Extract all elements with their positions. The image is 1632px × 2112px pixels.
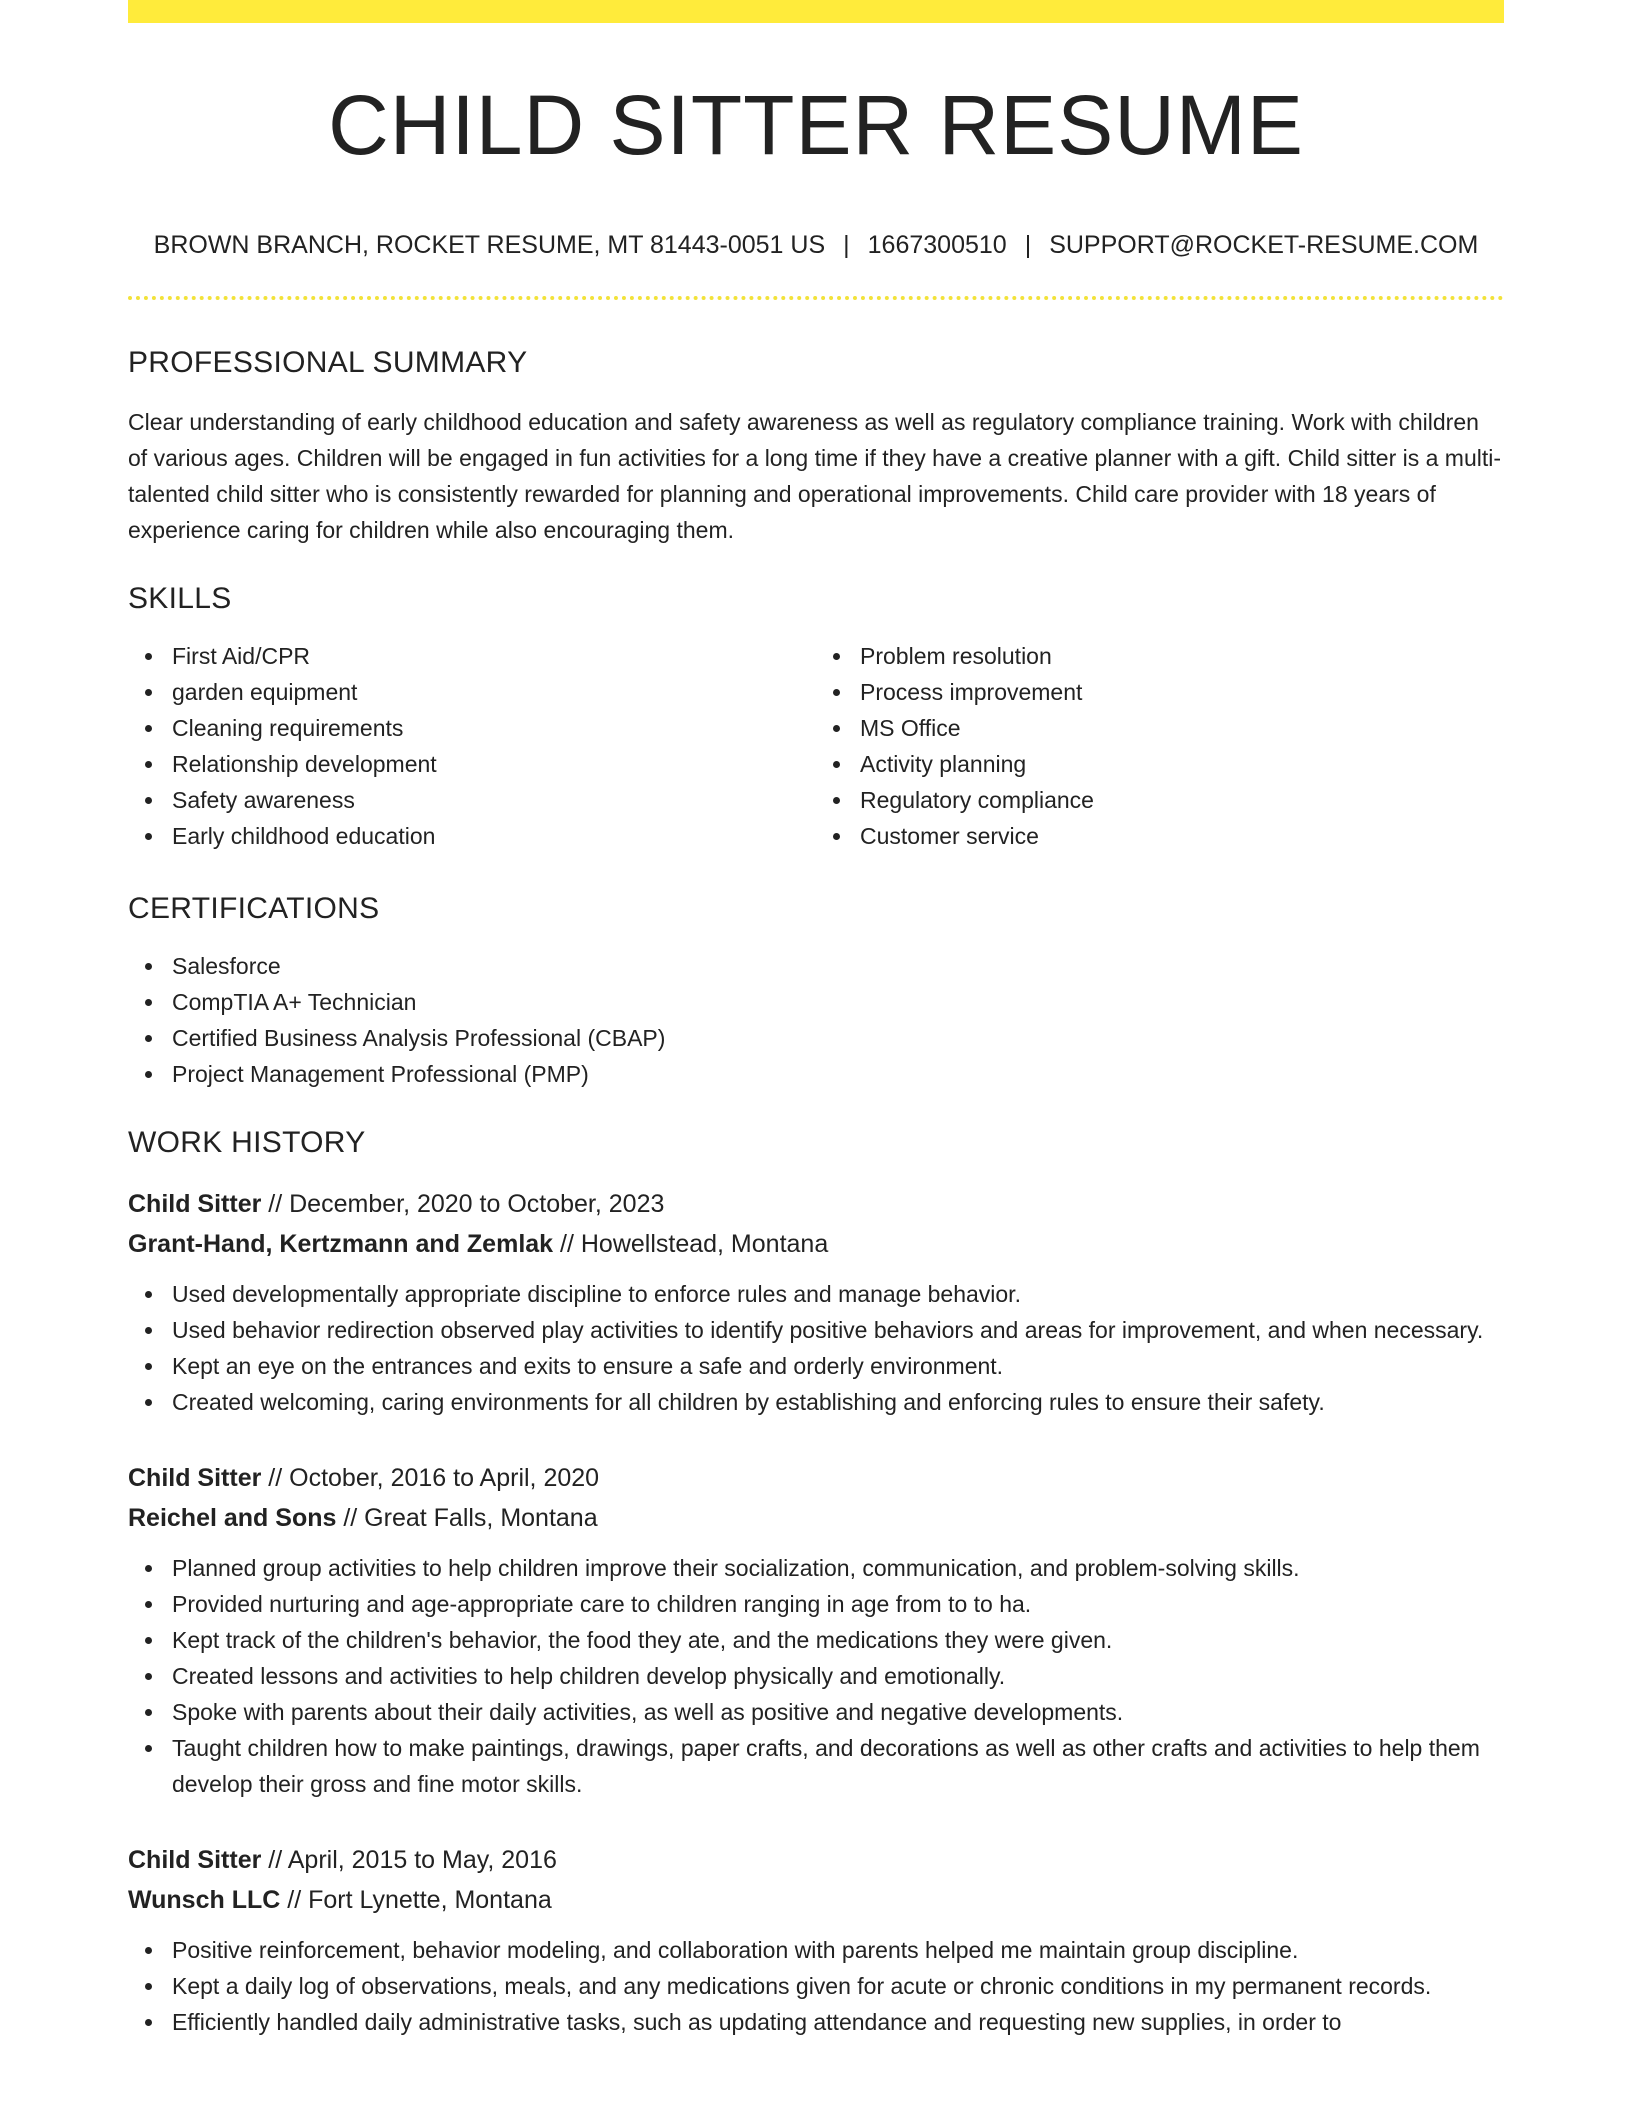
contact-separator: | xyxy=(843,231,850,259)
skills-left-list xyxy=(128,638,816,854)
job-dates: // April, 2015 to May, 2016 xyxy=(261,1846,557,1874)
job-entry xyxy=(128,1184,1504,1420)
work-history-heading: WORK HISTORY xyxy=(128,1126,366,1159)
skill-item: Process improvement xyxy=(860,674,1504,710)
job-dates: // October, 2016 to April, 2020 xyxy=(261,1464,600,1492)
job-location: // Fort Lynette, Montana xyxy=(280,1886,552,1914)
job-company-line xyxy=(128,1880,1504,1920)
skills-heading: SKILLS xyxy=(128,582,232,615)
job-duty: Planned group activities to help children improve their socialization, communication, and problem-solving skills. xyxy=(172,1550,1548,1586)
dotted-divider xyxy=(128,296,1504,300)
contact-email[interactable]: SUPPORT@ROCKET-RESUME.COM xyxy=(1049,231,1479,259)
skill-item: Problem resolution xyxy=(860,638,1504,674)
job-entry xyxy=(128,1840,1504,2040)
skill-item: Customer service xyxy=(860,818,1504,854)
summary-text: Clear understanding of early childhood education and safety awareness as well as regulatory compliance training. Work with children of various ages. Children will be engaged in fun activities for a long time if they have a creative planner with a gift. Child sitter is a multi-talented child sitter who is consistently rewarded for planning and operational improvements. Child care provider with 18 years of experience caring for children while also encouraging them. xyxy=(128,409,1502,543)
skill-item: MS Office xyxy=(860,710,1504,746)
contact-address: BROWN BRANCH, ROCKET RESUME, MT 81443-0051 US xyxy=(153,231,826,259)
job-role-line xyxy=(128,1458,1504,1498)
skill-item: garden equipment xyxy=(172,674,816,710)
job-duties-list xyxy=(128,1932,1548,2040)
job-role: Child Sitter xyxy=(128,1464,262,1492)
job-entry xyxy=(128,1458,1504,1802)
job-company: Reichel and Sons xyxy=(128,1504,337,1532)
job-company: Wunsch LLC xyxy=(128,1886,281,1914)
certification-item: Project Management Professional (PMP) xyxy=(172,1056,1504,1092)
job-duty: Used developmentally appropriate discipline to enforce rules and manage behavior. xyxy=(172,1276,1548,1312)
job-company-line xyxy=(128,1498,1504,1538)
job-location: // Howellstead, Montana xyxy=(553,1230,829,1258)
resume-page xyxy=(128,0,1504,2040)
certifications-list xyxy=(128,948,1504,1092)
job-duty: Created lessons and activities to help children develop physically and emotionally. xyxy=(172,1658,1548,1694)
job-duty: Created welcoming, caring environments for all children by establishing and enforcing rules to ensure their safety. xyxy=(172,1384,1548,1420)
resume-title: CHILD SITTER RESUME xyxy=(328,78,1304,172)
certifications-heading: CERTIFICATIONS xyxy=(128,892,380,925)
job-company-line xyxy=(128,1224,1504,1264)
skill-item: Activity planning xyxy=(860,746,1504,782)
certification-item: Salesforce xyxy=(172,948,1504,984)
job-duty: Spoke with parents about their daily activities, as well as positive and negative developments. xyxy=(172,1694,1548,1730)
job-dates: // December, 2020 to October, 2023 xyxy=(261,1190,665,1218)
job-role-line xyxy=(128,1184,1504,1224)
skill-item: Early childhood education xyxy=(172,818,816,854)
skill-item: Cleaning requirements xyxy=(172,710,816,746)
job-duty: Kept track of the children's behavior, the food they ate, and the medications they were given. xyxy=(172,1622,1548,1658)
job-location: // Great Falls, Montana xyxy=(336,1504,598,1532)
job-duties-list xyxy=(128,1276,1548,1420)
contact-separator: | xyxy=(1024,231,1032,259)
skills-columns xyxy=(128,638,1504,854)
summary-heading: PROFESSIONAL SUMMARY xyxy=(128,346,528,379)
certification-item: Certified Business Analysis Professional (CBAP) xyxy=(172,1020,1504,1056)
job-duties-list xyxy=(128,1550,1548,1802)
job-duty: Provided nurturing and age-appropriate care to children ranging in age from to to ha. xyxy=(172,1586,1548,1622)
job-role-line xyxy=(128,1840,1504,1880)
job-duty: Efficiently handled daily administrative tasks, such as updating attendance and requesting new supplies, in order to xyxy=(172,2004,1548,2040)
skill-item: First Aid/CPR xyxy=(172,638,816,674)
job-role: Child Sitter xyxy=(128,1190,262,1218)
job-role: Child Sitter xyxy=(128,1846,262,1874)
job-duty: Taught children how to make paintings, drawings, paper crafts, and decorations as well as other crafts and activities to help them develop their gross and fine motor skills. xyxy=(172,1730,1548,1802)
contact-line xyxy=(128,233,1504,258)
skills-right-list xyxy=(816,638,1504,854)
contact-phone: 1667300510 xyxy=(867,231,1007,259)
job-duty: Used behavior redirection observed play activities to identify positive behaviors and areas for improvement, and when necessary. xyxy=(172,1312,1548,1348)
job-duty: Positive reinforcement, behavior modeling, and collaboration with parents helped me maintain group discipline. xyxy=(172,1932,1548,1968)
job-company: Grant-Hand, Kertzmann and Zemlak xyxy=(128,1230,554,1258)
accent-bar xyxy=(128,0,1504,23)
skill-item: Safety awareness xyxy=(172,782,816,818)
skill-item: Regulatory compliance xyxy=(860,782,1504,818)
skill-item: Relationship development xyxy=(172,746,816,782)
certification-item: CompTIA A+ Technician xyxy=(172,984,1504,1020)
job-duty: Kept an eye on the entrances and exits to ensure a safe and orderly environment. xyxy=(172,1348,1548,1384)
job-duty: Kept a daily log of observations, meals, and any medications given for acute or chronic conditions in my permanent records. xyxy=(172,1968,1548,2004)
